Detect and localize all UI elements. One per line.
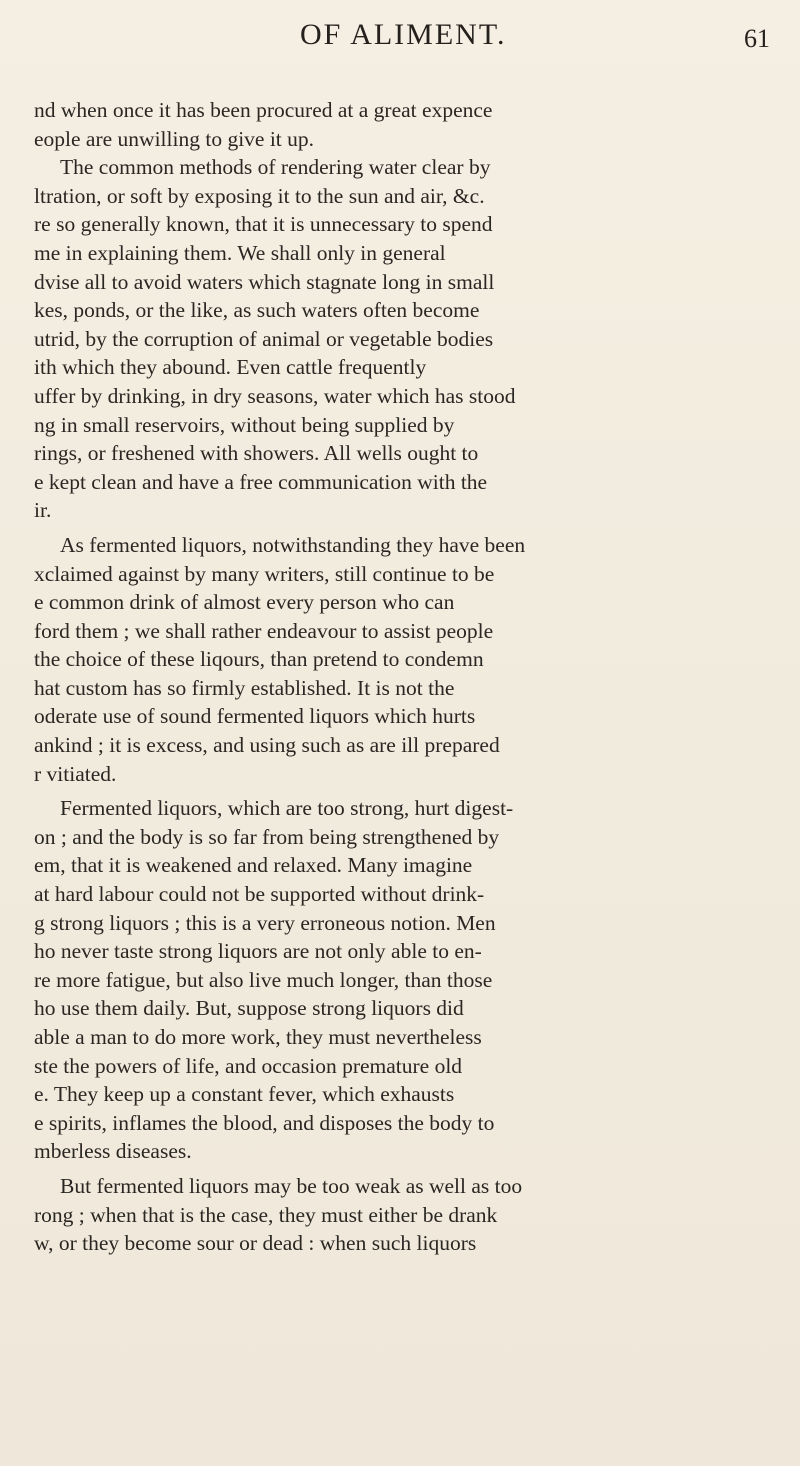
text-line: ith which they abound. Even cattle frequently [34, 355, 427, 380]
text-line: e common drink of almost every person who can [34, 590, 455, 615]
running-head: OF ALIMENT. [300, 18, 507, 51]
text-line: ankind ; it is excess, and using such as are ill prepared [34, 733, 500, 758]
text-line: r vitiated. [34, 761, 117, 786]
page-number: 61 [744, 24, 770, 53]
text-line: rong ; when that is the case, they must either be drank [34, 1202, 498, 1227]
text-line: e kept clean and have a free communication with the [34, 469, 488, 494]
text-line: But fermented liquors may be too weak as well as too [60, 1173, 523, 1198]
text-line: oderate use of sound fermented liquors which hurts [34, 704, 476, 729]
text-line: ho use them daily. But, suppose strong liquors did [34, 996, 464, 1021]
text-line: kes, ponds, or the like, as such waters often become [34, 298, 480, 323]
text-line: at hard labour could not be supported without drink- [34, 882, 485, 907]
text-line: ir. [34, 498, 52, 523]
text-line: eople are unwilling to give it up. [34, 126, 315, 151]
page-header [0, 10, 800, 70]
text-line: on ; and the body is so far from being strengthened by [34, 824, 500, 849]
text-line: utrid, by the corruption of animal or vegetable bodies [34, 326, 494, 351]
text-line: g strong liquors ; this is a very erroneous notion. Men [34, 910, 496, 935]
paragraph-3 [34, 531, 794, 788]
text-line: hat custom has so firmly established. It is not the [34, 675, 455, 700]
paragraph-2 [34, 153, 794, 525]
text-line: uffer by drinking, in dry seasons, water which has stood [34, 383, 516, 408]
text-line: xclaimed against by many writers, still continue to be [34, 561, 495, 586]
paragraph-5 [34, 1172, 794, 1258]
text-line: re so generally known, that it is unnecessary to spend [34, 212, 493, 237]
paragraph-1 [34, 96, 794, 153]
text-line: me in explaining them. We shall only in general [34, 240, 446, 265]
text-line: ford them ; we shall rather endeavour to assist people [34, 618, 494, 643]
body-text [34, 96, 794, 1258]
text-line: ng in small reservoirs, without being supplied by [34, 412, 455, 437]
text-line: w, or they become sour or dead : when such liquors [34, 1231, 477, 1256]
text-line: able a man to do more work, they must nevertheless [34, 1025, 482, 1049]
text-line: dvise all to avoid waters which stagnate long in small [34, 269, 495, 294]
paragraph-4 [34, 794, 794, 1166]
text-line: ho never taste strong liquors are not only able to en- [34, 939, 482, 964]
text-line: Fermented liquors, which are too strong, hurt digest- [60, 796, 514, 821]
text-line: e. They keep up a constant fever, which exhausts [34, 1082, 455, 1107]
text-line: rings, or freshened with showers. All wells ought to [34, 441, 479, 466]
text-line: ste the powers of life, and occasion premature old [34, 1053, 463, 1078]
text-line: the choice of these liqours, than pretend to condemn [34, 647, 484, 672]
text-line: em, that it is weakened and relaxed. Many imagine [34, 853, 473, 878]
text-line: nd when once it has been procured at a great expence [34, 98, 493, 122]
text-line: ltration, or soft by exposing it to the sun and air, &c. [34, 183, 485, 208]
text-line: mberless diseases. [34, 1139, 192, 1164]
text-line: e spirits, inflames the blood, and disposes the body to [34, 1110, 495, 1135]
text-line: As fermented liquors, notwithstanding they have been [60, 532, 526, 557]
text-line: re more fatigue, but also live much longer, than those [34, 967, 493, 992]
text-line: The common methods of rendering water clear by [60, 155, 491, 180]
